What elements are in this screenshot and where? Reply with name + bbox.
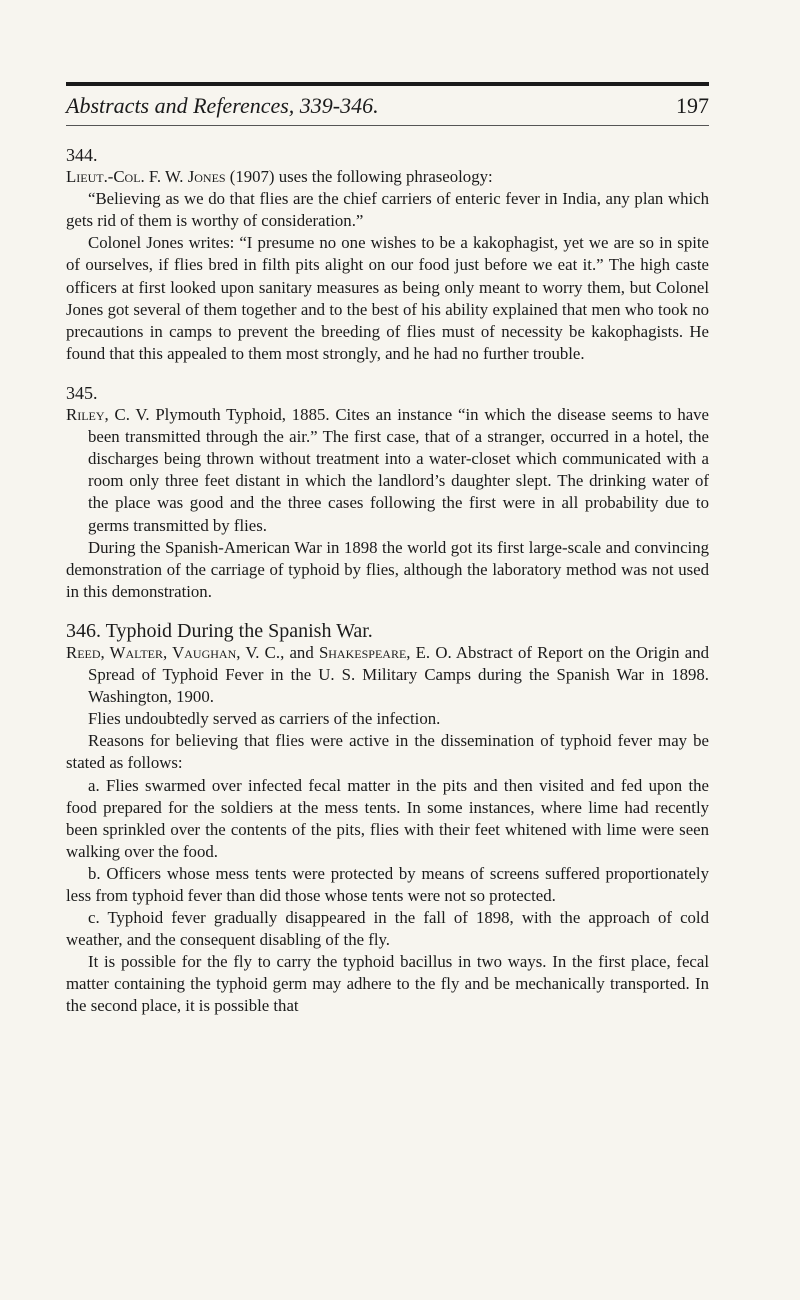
header-rule-bottom	[66, 125, 709, 126]
entry-346-heading: 346. Typhoid During the Spanish War.	[66, 619, 373, 642]
author-names: Reed, Walter, Vaughan, V. C.,	[66, 642, 285, 662]
entry-346-item-c: c. Typhoid fever gradually disappeared in the fall of 1898, with the approach of cold weather, and the consequent disabling of the fly.	[66, 908, 709, 950]
entry-346-item-b: b. Officers whose mess tents were protected by means of screens suffered proportionately less from typhoid fever than did those whose tents were not so protected.	[66, 863, 709, 905]
author-name: Shakespeare, E. O.	[318, 642, 452, 662]
entry-344-citation	[66, 166, 709, 188]
citation-text: Abstract of Report on the Origin and Spread of Typhoid Fever in the U. S. Military Camps during the Spanish War in 1898. Washington, 1900.	[88, 642, 710, 707]
author-conjunction: and	[284, 642, 319, 662]
entry-346-item-a: a. Flies swarmed over infected fecal matter in the pits and then visited and fed upon the food prepared for the soldiers at the mess tents. In some instances, where lime had recently been sprinkled over the contents of the pits, flies with their feet whitened with lime were seen walking over the food.	[66, 775, 709, 861]
entry-344-paragraph: Colonel Jones writes: “I presume no one wishes to be a kakophagist, yet we are so in spite of ourselves, if flies bred in filth pits alight on our food just before we eat it.” The high caste officers at first looked upon sanitary measures as being only meant to worry them, but Colonel Jones got several of them together and to the best of his ability explained that men who took no precautions in camps to prevent the breeding of flies must of necessity be kakophagists. He found that this appealed to them most strongly, and he had no further trouble.	[66, 233, 709, 363]
author-name: Lieut.-Col. F. W. Jones	[66, 167, 226, 187]
entry-346-paragraph-3: It is possible for the fly to carry the typhoid bacillus in two ways. In the first place, fecal matter containing the typhoid germ may adhere to the fly and be mechanically transported. In the second place, it is possible that	[66, 952, 709, 1016]
running-header	[66, 93, 709, 121]
citation-text: Plymouth Typhoid, 1885. Cites an instance “in which the disease seems to have been transmitted through the air.” The first case, that of a stranger, occurred in a hotel, the discharges being thrown without treatment into a water-closet which communicated with a room only three feet distant in which the landlord’s daughter slept. The drinking water of the place was good and the three cases following the first were in all probability due to germs transmitted by flies.	[88, 405, 710, 535]
entry-345-citation	[66, 404, 709, 537]
entry-346-citation	[66, 642, 709, 708]
author-name: Riley, C. V.	[66, 405, 150, 425]
entry-345-paragraph: During the Spanish-American War in 1898 the world got its first large-scale and convincing demonstration of the carriage of typhoid by flies, although the laboratory method was not used in this demonstration.	[66, 537, 709, 601]
entry-344-quote: “Believing as we do that flies are the chief carriers of enteric fever in India, any plan which gets rid of them is worthy of consideration.”	[66, 189, 709, 231]
entry-346-paragraph-1: Flies undoubtedly served as carriers of the infection.	[88, 709, 441, 729]
citation-text: (1907) uses the following phraseology:	[225, 167, 493, 187]
running-title: Abstracts and References, 339-346.	[66, 93, 379, 118]
page-body	[66, 144, 709, 1018]
page-number: 197	[676, 93, 709, 118]
entry-number-344: 344.	[66, 145, 98, 165]
entry-number-345: 345.	[66, 382, 98, 403]
header-rule-top	[66, 82, 709, 86]
entry-346-paragraph-2: Reasons for believing that flies were active in the dissemination of typhoid fever may be stated as follows:	[66, 731, 709, 773]
